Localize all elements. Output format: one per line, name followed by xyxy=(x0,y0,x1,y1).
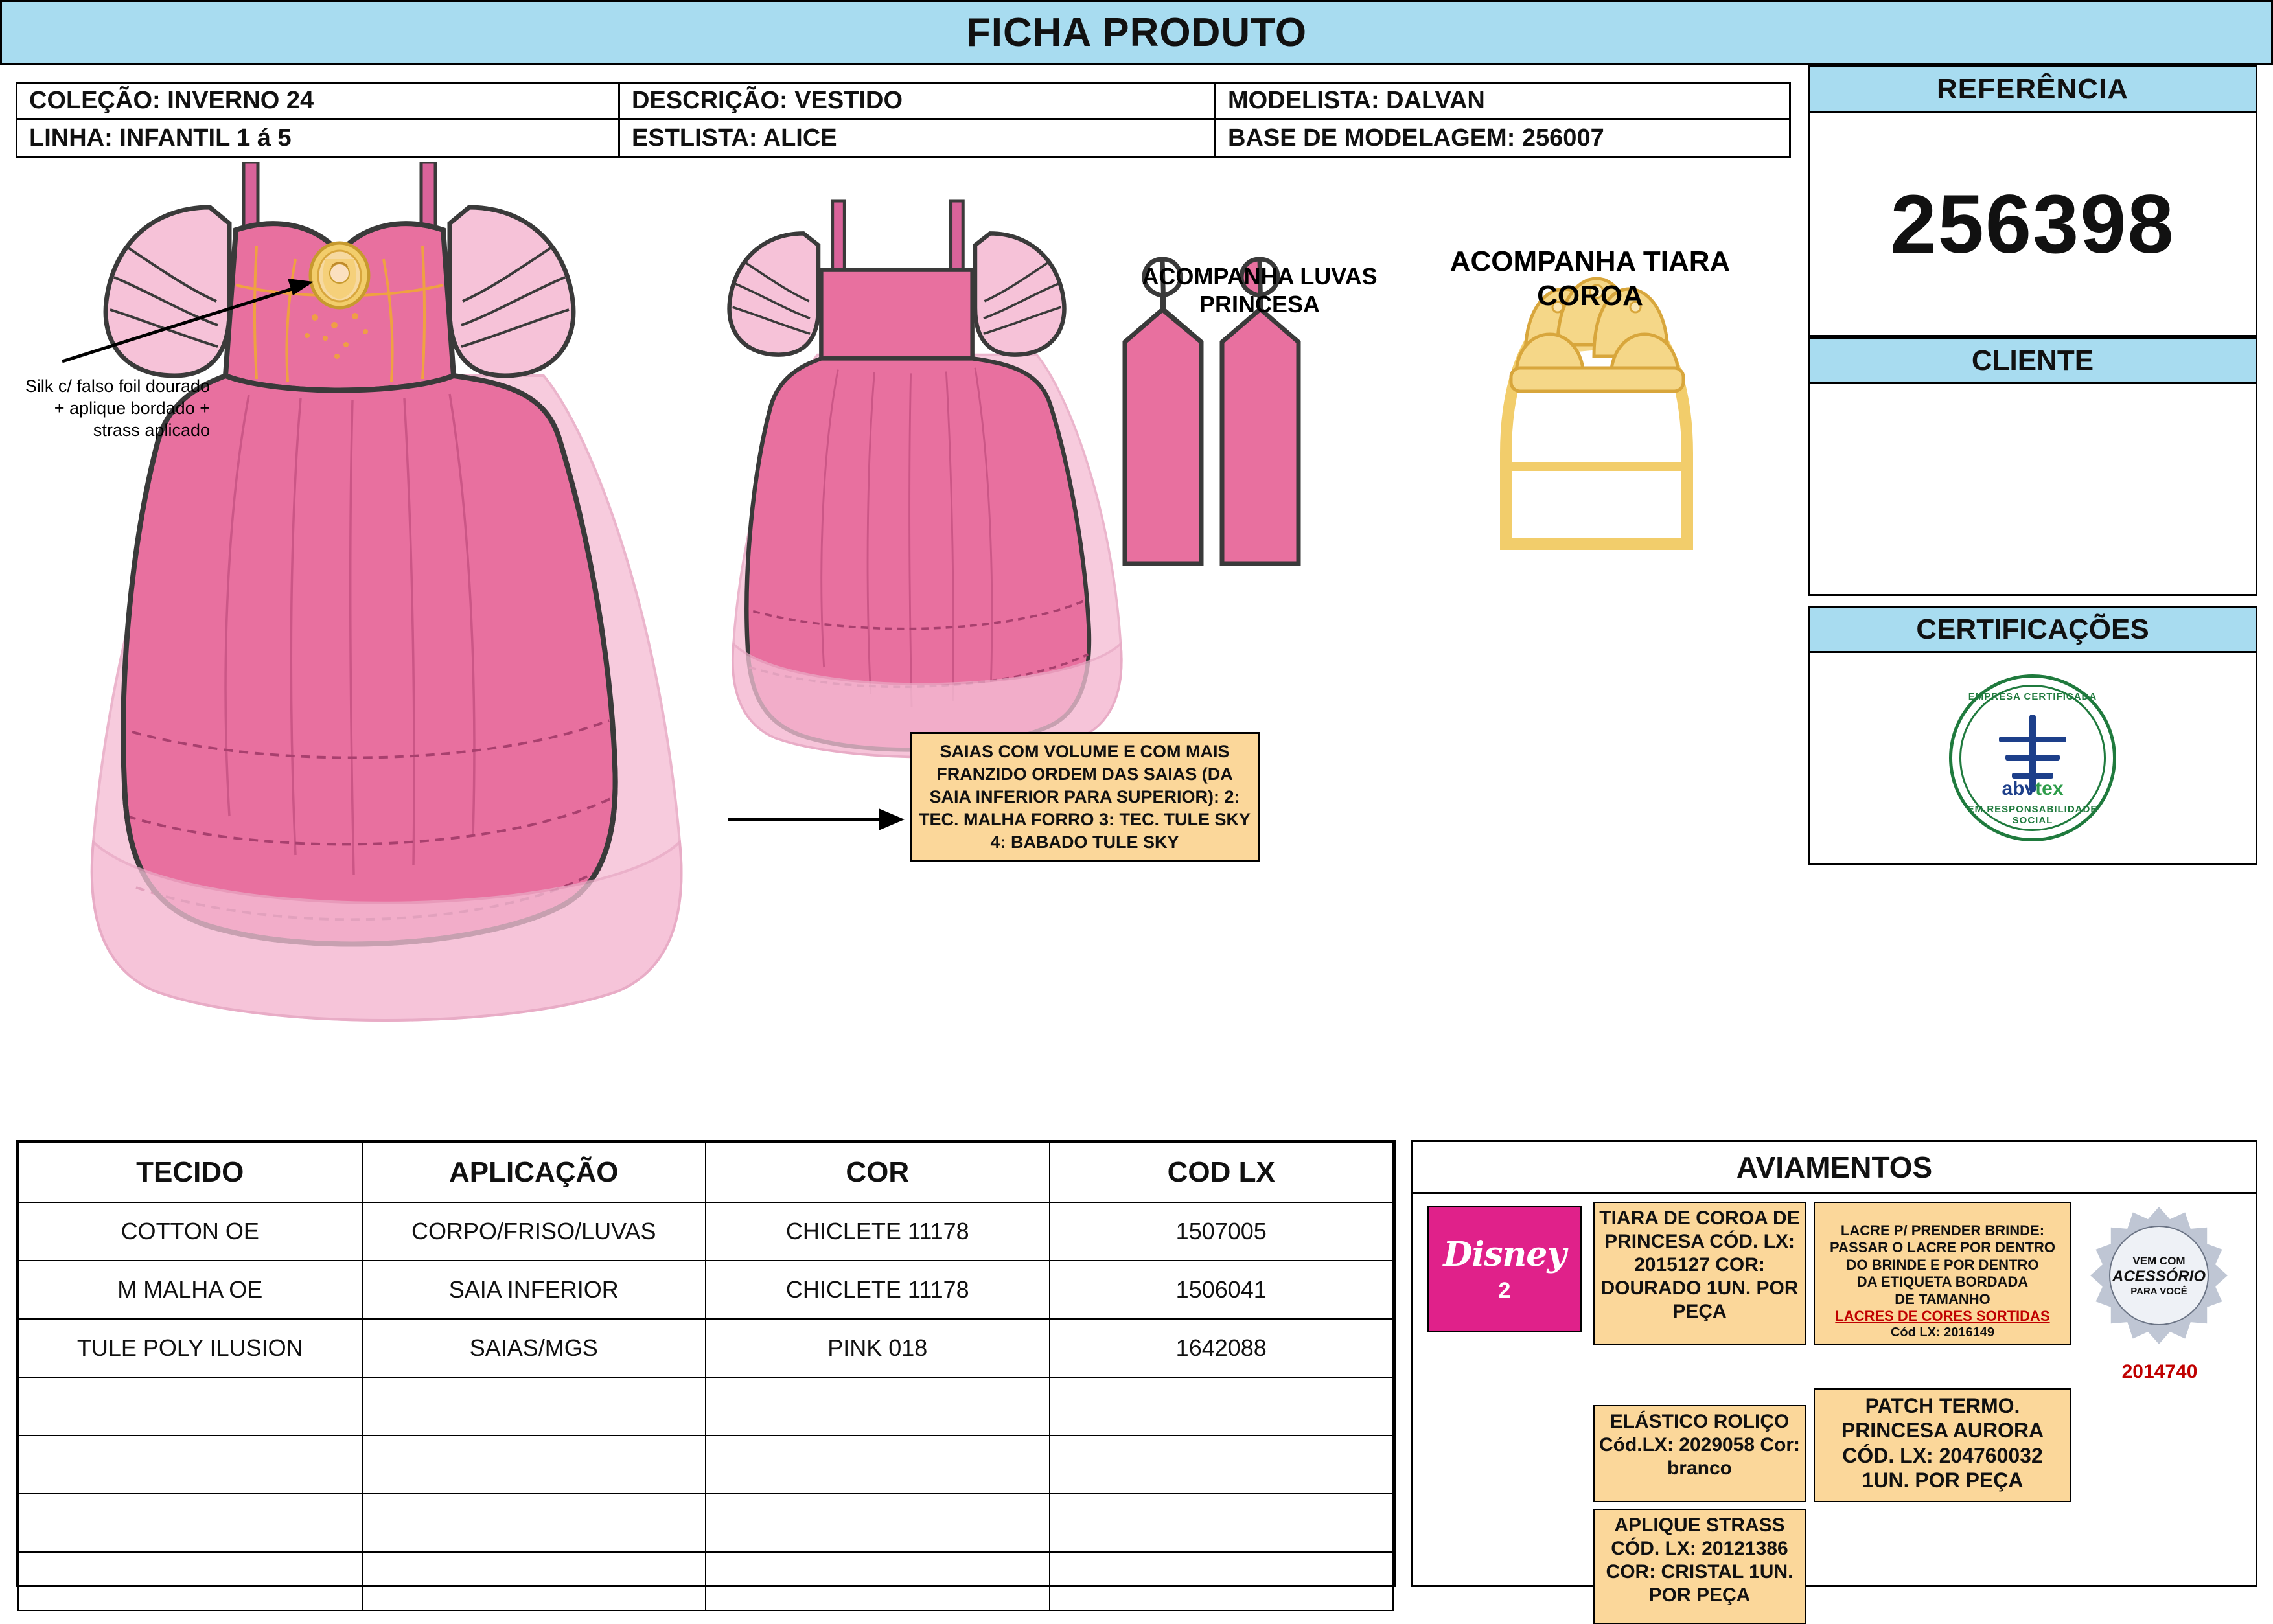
table-row xyxy=(18,1202,1393,1261)
callout-silk-label: Silk c/ falso foil dourado + aplique bordado + strass aplicado xyxy=(25,376,210,440)
cell-aplicacao xyxy=(362,1494,706,1552)
col-aplicacao: APLICAÇÃO xyxy=(362,1143,706,1202)
lacre-line1: LACRE P/ PRENDER BRINDE: xyxy=(1840,1222,2045,1239)
lacre-line7: Cód LX: 2016149 xyxy=(1890,1325,1995,1340)
cell-codlx xyxy=(1050,1552,1394,1610)
cell-cor xyxy=(706,1552,1050,1610)
lacre-line5: DE TAMANHO xyxy=(1895,1290,1990,1307)
trim-tiara: TIARA DE COROA DE PRINCESA CÓD. LX: 2015127 COR: DOURADO 1UN. POR PEÇA xyxy=(1593,1202,1806,1345)
cell-cor: CHICLETE 11178 xyxy=(706,1261,1050,1319)
lacre-line3: DO BRINDE E POR DENTRO xyxy=(1846,1256,2039,1273)
cell-cor: PINK 018 xyxy=(706,1319,1050,1377)
table-row xyxy=(18,1494,1393,1552)
acessorio-line1: VEM COM xyxy=(2132,1254,2186,1267)
seal-bottom-text: EM RESPONSABILIDADE SOCIAL xyxy=(1967,804,2098,826)
field-base-modelagem: BASE DE MODELAGEM: 256007 xyxy=(1228,124,1604,152)
aviamentos-title: AVIAMENTOS xyxy=(1413,1142,2256,1194)
table-row xyxy=(18,1377,1393,1435)
reference-box xyxy=(1808,65,2257,337)
page-title xyxy=(0,0,2273,65)
certifications-body xyxy=(1810,653,2256,863)
disney-qty: 2 xyxy=(1498,1278,1511,1303)
cell-tecido: M MALHA OE xyxy=(18,1261,362,1319)
aviamentos-body xyxy=(1413,1194,2256,1606)
cell-tecido xyxy=(18,1377,362,1435)
cell-cor xyxy=(706,1435,1050,1494)
header-row-1 xyxy=(17,84,1789,120)
seal-brand: abvtex xyxy=(2002,778,2064,799)
client-value xyxy=(1810,384,2256,594)
gloves-label: ACOMPANHA LUVAS PRINCESA xyxy=(1142,263,1378,318)
cell-cor xyxy=(706,1377,1050,1435)
field-modelista: MODELISTA: DALVAN xyxy=(1228,87,1485,114)
field-colecao: COLEÇÃO: INVERNO 24 xyxy=(17,84,620,118)
cell-tecido: COTTON OE xyxy=(18,1202,362,1261)
cell-codlx: 1642088 xyxy=(1050,1319,1394,1377)
cell-aplicacao xyxy=(362,1435,706,1494)
reference-value: 256398 xyxy=(1890,177,2175,271)
cell-aplicacao xyxy=(362,1552,706,1610)
aviamentos-panel xyxy=(1411,1140,2257,1606)
cell-aplicacao xyxy=(362,1377,706,1435)
cell-cor: CHICLETE 11178 xyxy=(706,1202,1050,1261)
skirt-note-box: SAIAS COM VOLUME E COM MAIS FRANZIDO ORDEM DAS SAIAS (DA SAIA INFERIOR PARA SUPERIOR): 2: TEC. MALHA FORRO 3: TEC. TULE SKY 4: BABADO TULE SKY xyxy=(910,732,1260,862)
acessorio-code: 2014740 xyxy=(2121,1361,2198,1382)
abvtex-seal-icon xyxy=(1949,674,2116,841)
client-box xyxy=(1808,337,2257,596)
trim-elastico: ELÁSTICO ROLIÇO Cód.LX: 2029058 Cor: branco xyxy=(1593,1405,1806,1502)
cell-codlx xyxy=(1050,1435,1394,1494)
fabric-table-header-row xyxy=(18,1143,1393,1202)
tiara-illustration xyxy=(1506,279,1687,544)
cell-tecido xyxy=(18,1435,362,1494)
trim-patch: PATCH TERMO. PRINCESA AURORA CÓD. LX: 204760032 1UN. POR PEÇA xyxy=(1814,1388,2071,1502)
reference-label: REFERÊNCIA xyxy=(1810,67,2256,113)
client-label: CLIENTE xyxy=(1810,339,2256,384)
cell-codlx: 1506041 xyxy=(1050,1261,1394,1319)
table-row xyxy=(18,1552,1393,1610)
field-descricao: DESCRIÇÃO: VESTIDO xyxy=(620,84,1216,118)
cell-codlx: 1507005 xyxy=(1050,1202,1394,1261)
fabric-table xyxy=(16,1140,1396,1587)
disney-license-box xyxy=(1427,1206,1582,1332)
acessorio-seal-icon xyxy=(2090,1207,2228,1344)
trim-lacre xyxy=(1814,1202,2071,1345)
page-title-text: FICHA PRODUTO xyxy=(965,10,1308,55)
field-linha: LINHA: INFANTIL 1 á 5 xyxy=(17,120,620,156)
tiara-label: ACOMPANHA TIARA COROA xyxy=(1449,246,1731,312)
col-cor: COR xyxy=(706,1143,1050,1202)
certifications-box xyxy=(1808,606,2257,865)
table-row xyxy=(18,1261,1393,1319)
trim-aplique-strass: APLIQUE STRASS CÓD. LX: 20121386 COR: CRISTAL 1UN. POR PEÇA xyxy=(1593,1509,1806,1624)
field-estilista: ESTLISTA: ALICE xyxy=(620,120,1216,156)
table-row xyxy=(18,1319,1393,1377)
cell-codlx xyxy=(1050,1494,1394,1552)
certifications-label: CERTIFICAÇÕES xyxy=(1810,608,2256,653)
cell-tecido xyxy=(18,1552,362,1610)
cell-aplicacao: CORPO/FRISO/LUVAS xyxy=(362,1202,706,1261)
lacre-line6: LACRES DE CORES SORTIDAS xyxy=(1835,1307,2050,1324)
header-row-2 xyxy=(17,120,1789,156)
cell-cor xyxy=(706,1494,1050,1552)
cell-tecido xyxy=(18,1494,362,1552)
cell-aplicacao: SAIAS/MGS xyxy=(362,1319,706,1377)
lacre-line4: DA ETIQUETA BORDADA xyxy=(1856,1274,2029,1290)
col-codlx: COD LX xyxy=(1050,1143,1394,1202)
acessorio-line3: PARA VOCÊ xyxy=(2130,1285,2187,1297)
acessorio-line2: ACESSÓRIO xyxy=(2112,1267,2206,1285)
header-info-table xyxy=(16,82,1791,158)
lacre-line2: PASSAR O LACRE POR DENTRO xyxy=(1830,1239,2055,1256)
cell-codlx xyxy=(1050,1377,1394,1435)
disney-logo: Disney xyxy=(1443,1235,1566,1274)
table-row xyxy=(18,1435,1393,1494)
callout-arrow-note xyxy=(728,808,905,830)
cell-tecido: TULE POLY ILUSION xyxy=(18,1319,362,1377)
seal-top-text: EMPRESA CERTIFICADA xyxy=(1968,691,2097,702)
technical-drawing-area xyxy=(16,162,1791,1121)
cell-aplicacao: SAIA INFERIOR xyxy=(362,1261,706,1319)
col-tecido: TECIDO xyxy=(18,1143,362,1202)
